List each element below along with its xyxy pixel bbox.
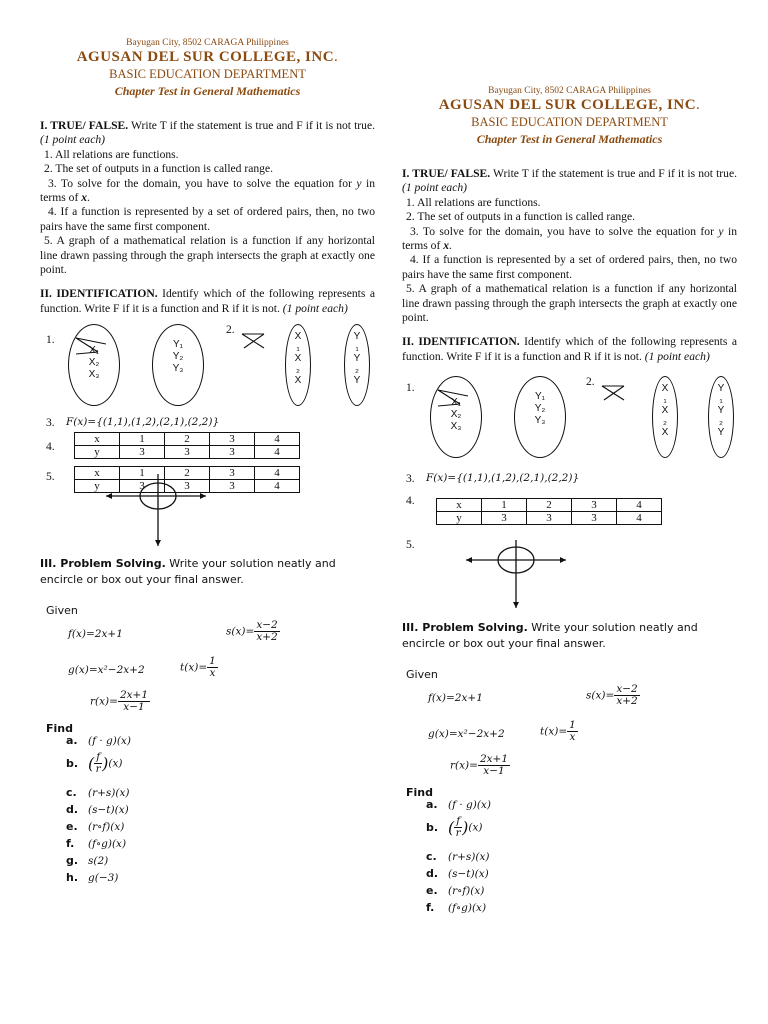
tf-item-2: 2. The set of outputs in a function is called range. (406, 210, 636, 224)
ident-heading (40, 287, 375, 316)
vrange-3: ₂ (719, 416, 723, 428)
tf-item-5: 5. A graph of a mathematical relation is a function if any horizontal line drawn passing through the graph intersects the graph at exactly one point. (40, 234, 375, 277)
find-item-b (66, 752, 123, 775)
header (40, 38, 375, 99)
ident-number-2: 2. (226, 324, 235, 337)
table-cell: 3 (572, 512, 617, 525)
find-label-a: a. (426, 798, 438, 812)
mapping-range-oval (514, 376, 566, 458)
find-label-d: d. (66, 803, 79, 817)
vdomain-4: X (661, 427, 669, 439)
ident-item-5 (402, 538, 737, 614)
table-cell: 3 (482, 512, 527, 525)
header-department: BASIC EDUCATION DEPARTMENT (471, 115, 668, 129)
find-item-c (426, 850, 490, 863)
eq-s-den: x+2 (256, 631, 278, 644)
tf-item-3-mid: in terms of (40, 176, 375, 205)
vrange-2: Y (717, 405, 725, 417)
eq-t-den: x (569, 731, 576, 744)
find-item-d (66, 803, 129, 816)
eq-g: g(x)=x²−2x+2 (428, 728, 505, 741)
header-test-title: Chapter Test in General Mathematics (114, 84, 301, 98)
eq-r (90, 690, 150, 713)
eq-t-num: 1 (209, 655, 216, 668)
table-cell: x (75, 433, 120, 446)
ellipse-graph (102, 472, 212, 548)
tf-title: I. TRUE/ FALSE. (402, 167, 491, 180)
vrange-1: ₁ (719, 394, 723, 406)
tf-item-2: 2. The set of outputs in a function is called range. (44, 162, 274, 176)
find-expr-e: (r∘f)(x) (88, 821, 125, 834)
mapping-arrows (432, 384, 482, 414)
range-y1: Y₁ (172, 339, 184, 351)
find-label-a: a. (66, 734, 78, 748)
table-cell: 1 (120, 467, 165, 480)
eq-r-lhs: r(x)= (450, 759, 478, 772)
eq-s-fraction (254, 620, 279, 643)
ident-instruction: Identify which of the following represents a function. Write F if it is a function and R if it is not. (402, 335, 737, 363)
vdomain-0: X (294, 331, 302, 343)
table-cell: x (437, 499, 482, 512)
paren-open: ( (448, 818, 455, 838)
table-cell: 3 (210, 433, 255, 446)
table-cell: 1 (482, 499, 527, 512)
ident-item-5 (40, 466, 375, 548)
tf-heading (402, 167, 737, 196)
find-label-g: g. (66, 854, 79, 868)
find-list (40, 734, 375, 894)
ident-title: II. IDENTIFICATION. (402, 335, 520, 349)
header-test-title: Chapter Test in General Mathematics (476, 132, 663, 146)
find-item-b (426, 816, 483, 839)
college-dot: . (696, 97, 701, 113)
eq-r-den: x−1 (483, 765, 505, 778)
tf-item-4: 4. If a function is represented by a set of ordered pairs, then, no two pairs have the same first component. (40, 205, 375, 233)
tf-instruction: Write T if the statement is true and F if it is not true. (128, 119, 375, 132)
table-row-y (437, 512, 662, 525)
header (402, 86, 737, 147)
domain-x2: X₂ (450, 409, 462, 421)
range-y1: Y₁ (534, 391, 546, 403)
vrange-0: Y (717, 383, 725, 395)
find-b-den: r (455, 827, 461, 840)
table-cell: 2 (165, 467, 210, 480)
tf-item-3-var: y (356, 176, 362, 190)
vrange-4: Y (353, 375, 361, 387)
ps-instruction: Write your solution neatly and encircle or box out your final answer. (402, 621, 698, 651)
identification-section (40, 287, 375, 316)
eq-t-lhs: t(x)= (180, 661, 208, 674)
tf-item-3 (40, 177, 375, 206)
table-row-x (75, 433, 300, 446)
ellipse-graph (462, 538, 572, 610)
tf-item-1: 1. All relations are functions. (406, 195, 541, 209)
table-cell: 1 (120, 433, 165, 446)
table-cell: 4 (255, 480, 300, 493)
paren-close: ) (102, 754, 109, 774)
ps-heading (402, 620, 737, 652)
find-label-e: e. (426, 884, 438, 898)
vdomain-1: ₁ (663, 394, 667, 406)
tf-instruction: Write T if the statement is true and F if it is not true. (490, 167, 737, 180)
find-b-tail: (x) (468, 821, 483, 834)
find-expr-f: (f∘g)(x) (448, 902, 487, 915)
ident-number-4: 4. (406, 494, 415, 508)
range-y3: Y₃ (172, 363, 184, 375)
table-cell: 3 (120, 480, 165, 493)
eq-t (540, 720, 578, 743)
ident-item-4 (40, 432, 375, 462)
tf-item-3-text: 3. To solve for the domain, you have to solve the equation for (410, 224, 719, 238)
ident-points: (1 point each) (282, 301, 348, 315)
find-item-a (426, 798, 491, 811)
eq-r-fraction (118, 690, 150, 713)
find-b-fraction (454, 816, 462, 839)
find-item-g (66, 854, 108, 867)
vdomain-2: X (294, 353, 302, 365)
header-department: BASIC EDUCATION DEPARTMENT (109, 67, 306, 81)
eq-t (180, 656, 218, 679)
find-item-h (66, 871, 118, 884)
ident-points: (1 point each) (644, 349, 710, 363)
eq-t-den: x (209, 667, 216, 680)
find-item-f (426, 901, 486, 914)
ident-mapping-figures (40, 324, 375, 408)
eq-r (450, 754, 510, 777)
table-cell: 4 (255, 433, 300, 446)
vdomain-4: X (294, 375, 302, 387)
ident-number-2: 2. (586, 376, 595, 389)
table-cell: 3 (527, 512, 572, 525)
ident-title: II. IDENTIFICATION. (40, 287, 158, 301)
eq-s-fraction (614, 684, 639, 707)
ident-number-5: 5. (406, 538, 415, 552)
ident-heading (402, 335, 737, 364)
find-b-num: f (96, 751, 101, 764)
eq-f: f(x)=2x+1 (428, 692, 483, 705)
find-label-c: c. (66, 786, 77, 800)
table-cell: 2 (165, 433, 210, 446)
tf-item-3-end: . (87, 191, 90, 205)
find-label: Find (46, 722, 73, 736)
tf-item-3-var2: x (443, 239, 450, 253)
eq-r-num: 2x+1 (119, 689, 149, 702)
vertical-range-oval (344, 324, 370, 406)
ps-given-block (402, 668, 737, 798)
domain-x1: X₁ (450, 397, 462, 409)
domain-x3: X₃ (88, 369, 100, 381)
eq-s-lhs: s(x)= (586, 689, 615, 702)
table-cell: y (75, 480, 120, 493)
tf-points: (1 point each) (402, 181, 468, 195)
eq-s-num: x−2 (256, 619, 278, 632)
find-item-e (66, 820, 124, 833)
ident-item-3 (402, 472, 737, 494)
find-b-num: f (456, 815, 461, 828)
ident-table-4 (74, 432, 300, 459)
ident-number-3: 3. (406, 472, 415, 486)
paren-close: ) (462, 818, 469, 838)
table-cell: 3 (165, 480, 210, 493)
test-copy-right (402, 86, 737, 922)
vdomain-1: ₁ (296, 342, 300, 354)
find-b-tail: (x) (108, 757, 123, 770)
ident-item-3-function: F(x)={(1,1),(1,2),(2,1),(2,2)} (426, 472, 580, 485)
eq-g: g(x)=x²−2x+2 (68, 664, 145, 677)
college-dot: . (334, 49, 339, 65)
mapping-cross-arrows (600, 382, 630, 412)
table-cell: 4 (255, 446, 300, 459)
table-cell: 4 (255, 467, 300, 480)
find-expr-f: (f∘g)(x) (88, 838, 127, 851)
tf-item-3-var: y (718, 224, 724, 238)
ident-instruction: Identify which of the following represents a function. Write F if it is a function and R if it is not. (40, 287, 375, 315)
paren-open: ( (88, 754, 95, 774)
college-name: AGUSAN DEL SUR COLLEGE, INC (76, 49, 335, 65)
find-item-c (66, 786, 130, 799)
table-cell: 3 (210, 467, 255, 480)
find-label-e: e. (66, 820, 78, 834)
find-list (402, 798, 737, 922)
table-cell: y (75, 446, 120, 459)
vdomain-3: ₂ (663, 416, 667, 428)
mapping-range-oval (152, 324, 204, 406)
eq-r-den: x−1 (123, 701, 145, 714)
table-cell: 3 (572, 499, 617, 512)
eq-r-fraction (478, 754, 510, 777)
given-label: Given (46, 604, 78, 618)
ps-heading (40, 556, 375, 588)
ident-number-5: 5. (46, 470, 55, 484)
find-label-b: b. (66, 757, 79, 771)
eq-s-lhs: s(x)= (226, 625, 255, 638)
table-cell: 3 (165, 446, 210, 459)
header-college (40, 49, 375, 66)
table-row-x (437, 499, 662, 512)
ident-mapping-figures (402, 376, 737, 460)
table-cell: 3 (210, 446, 255, 459)
find-expr-a: (f · g)(x) (448, 799, 491, 812)
tf-item-3-mid: in terms of (402, 224, 737, 253)
ident-table-4 (436, 498, 662, 525)
ps-title: III. Problem Solving. (40, 557, 166, 571)
eq-r-num: 2x+1 (479, 753, 509, 766)
find-label-d: d. (426, 867, 439, 881)
table-cell: y (437, 512, 482, 525)
mapping-arrows (70, 332, 120, 362)
find-expr-g: s(2) (88, 855, 109, 868)
ident-item-3-function: F(x)={(1,1),(1,2),(2,1),(2,2)} (66, 416, 220, 429)
ident-number-3: 3. (46, 416, 55, 430)
eq-s-den: x+2 (616, 695, 638, 708)
ident-number-1: 1. (46, 334, 55, 347)
vrange-3: ₂ (355, 364, 359, 376)
find-b-fraction (94, 752, 102, 775)
vdomain-2: X (661, 405, 669, 417)
tf-title: I. TRUE/ FALSE. (40, 119, 129, 132)
table-cell: 3 (120, 446, 165, 459)
tf-item-1: 1. All relations are functions. (44, 147, 179, 161)
ident-number-4: 4. (46, 440, 55, 454)
ps-instruction: Write your solution neatly and encircle or box out your final answer. (40, 557, 336, 587)
find-label-b: b. (426, 821, 439, 835)
vertical-domain-oval (285, 324, 311, 406)
vrange-1: ₁ (355, 342, 359, 354)
find-item-a (66, 734, 131, 747)
table-cell: 2 (527, 499, 572, 512)
eq-f: f(x)=2x+1 (68, 628, 123, 641)
ps-title: III. Problem Solving. (402, 621, 528, 635)
vrange-2: Y (353, 353, 361, 365)
tf-item-5: 5. A graph of a mathematical relation is a function if any horizontal line drawn passing through the graph intersects the graph at exactly one point. (402, 282, 737, 325)
tf-item-4: 4. If a function is represented by a set of ordered pairs, then, no two pairs have the same first component. (402, 253, 737, 281)
true-false-section (40, 119, 375, 277)
tf-item-3-var2: x (81, 191, 88, 205)
find-expr-h: g(−3) (88, 872, 119, 885)
find-expr-e: (r∘f)(x) (448, 885, 485, 898)
find-b-den: r (95, 763, 101, 776)
eq-r-lhs: r(x)= (90, 695, 118, 708)
find-expr-c: (r+s)(x) (88, 787, 130, 800)
find-item-d (426, 867, 489, 880)
mapping-cross-arrows (240, 330, 270, 360)
tf-heading (40, 119, 375, 148)
range-y3: Y₃ (534, 415, 546, 427)
eq-s (586, 684, 640, 707)
tf-item-3 (402, 225, 737, 254)
header-city: Bayugan City, 8502 CARAGA Philippines (126, 38, 289, 48)
ident-item-4 (402, 494, 737, 538)
ident-number-1: 1. (406, 382, 415, 395)
vdomain-3: ₂ (296, 364, 300, 376)
table-cell: 4 (617, 499, 662, 512)
eq-s-num: x−2 (616, 683, 638, 696)
ident-item-3 (40, 416, 375, 432)
table-cell: 3 (210, 480, 255, 493)
domain-x2: X₂ (88, 357, 100, 369)
eq-s (226, 620, 280, 643)
find-label-f: f. (66, 837, 75, 851)
header-city: Bayugan City, 8502 CARAGA Philippines (488, 86, 651, 96)
vdomain-0: X (661, 383, 669, 395)
find-expr-c: (r+s)(x) (448, 851, 490, 864)
find-label-f: f. (426, 901, 435, 915)
ps-given-block (40, 604, 375, 734)
eq-t-num: 1 (569, 719, 576, 732)
find-label-c: c. (426, 850, 437, 864)
find-expr-d: (s−t)(x) (88, 804, 129, 817)
test-copy-left (40, 38, 375, 894)
tf-item-3-text: 3. To solve for the domain, you have to solve the equation for (48, 176, 357, 190)
header-college (402, 97, 737, 114)
problem-solving-section (402, 620, 737, 652)
table-cell: x (75, 467, 120, 480)
true-false-section (402, 167, 737, 325)
find-item-f (66, 837, 126, 850)
find-expr-d: (s−t)(x) (448, 868, 489, 881)
eq-t-lhs: t(x)= (540, 725, 568, 738)
tf-points: (1 point each) (40, 133, 106, 147)
problem-solving-section (40, 556, 375, 588)
identification-section (402, 335, 737, 364)
given-label: Given (406, 668, 438, 682)
eq-t-fraction (567, 720, 578, 743)
domain-x1: X₁ (88, 345, 100, 357)
domain-x3: X₃ (450, 421, 462, 433)
tf-item-3-end: . (449, 239, 452, 253)
vrange-4: Y (717, 427, 725, 439)
college-name: AGUSAN DEL SUR COLLEGE, INC (438, 97, 697, 113)
table-row-y (75, 446, 300, 459)
find-label-h: h. (66, 871, 79, 885)
table-cell: 4 (617, 512, 662, 525)
range-y2: Y₂ (172, 351, 184, 363)
find-expr-a: (f · g)(x) (88, 735, 131, 748)
vertical-domain-oval (652, 376, 678, 458)
find-item-e (426, 884, 484, 897)
range-y2: Y₂ (534, 403, 546, 415)
find-label: Find (406, 786, 433, 800)
eq-t-fraction (207, 656, 218, 679)
vertical-range-oval (708, 376, 734, 458)
vrange-0: Y (353, 331, 361, 343)
